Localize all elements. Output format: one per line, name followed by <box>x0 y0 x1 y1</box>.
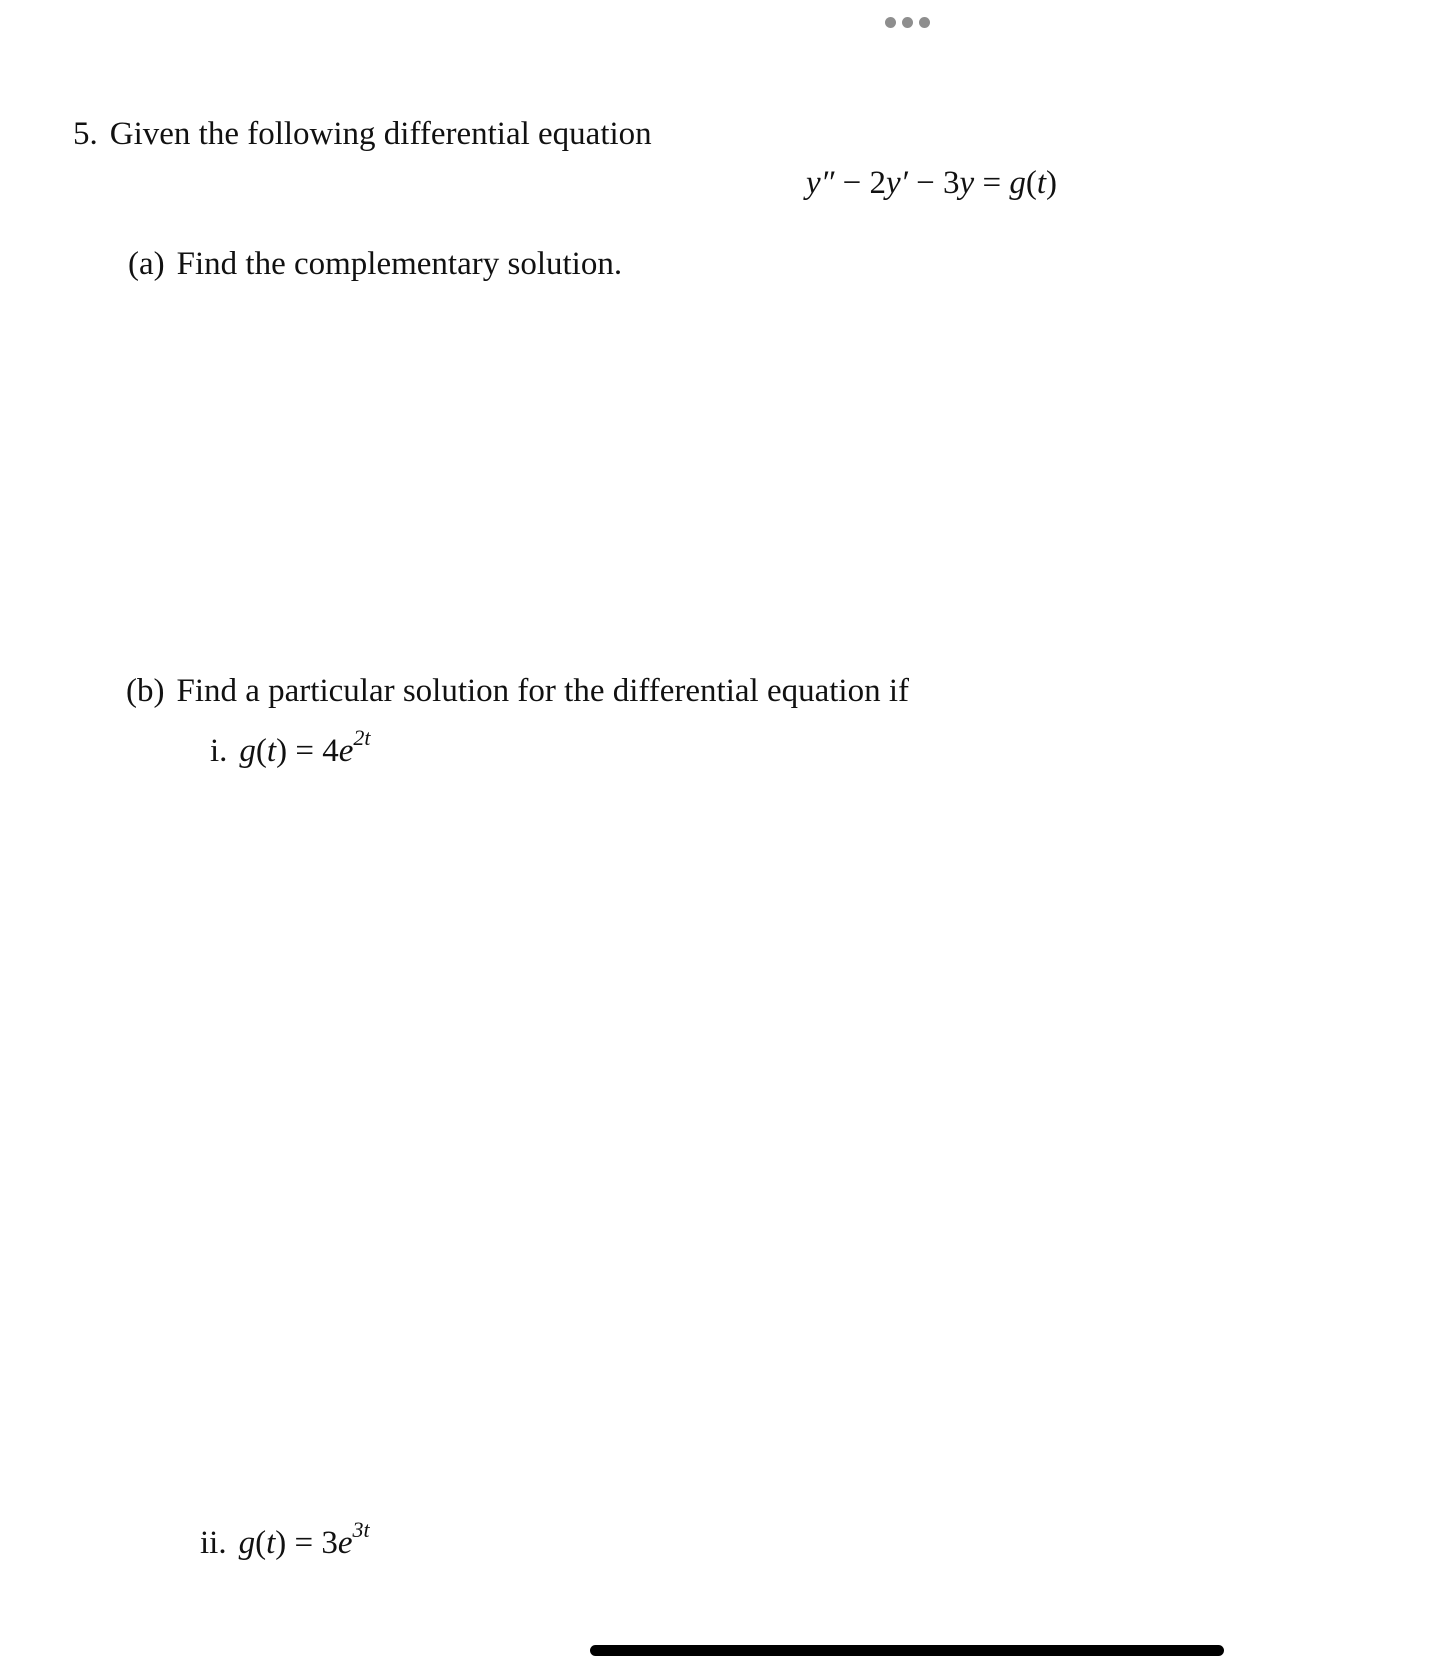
item-equals: = 3 <box>286 1525 338 1561</box>
item-paren: ) <box>276 733 288 769</box>
problem-number: 5. <box>73 116 98 152</box>
dot <box>885 17 896 28</box>
item-exponent: 3t <box>352 1517 370 1542</box>
main-equation <box>806 163 1057 203</box>
part-b <box>126 671 909 711</box>
eq-y-second: y″ <box>806 165 835 201</box>
eq-paren: ( <box>1025 165 1037 201</box>
item-equals: = 4 <box>287 733 339 769</box>
item-g: g <box>238 1525 256 1561</box>
problem-heading <box>73 114 652 154</box>
item-paren: ( <box>255 1525 267 1561</box>
item-e: e <box>338 733 354 769</box>
home-indicator[interactable] <box>590 1645 1224 1656</box>
item-e: e <box>337 1525 353 1561</box>
part-b-label: (b) <box>126 673 165 709</box>
eq-t: t <box>1036 165 1046 201</box>
eq-term: − 2 <box>834 165 887 201</box>
item-label: ii. <box>200 1525 227 1561</box>
part-a-label: (a) <box>128 246 165 282</box>
item-paren: ( <box>255 733 267 769</box>
eq-y-first: y′ <box>886 165 908 201</box>
eq-y: y <box>959 165 975 201</box>
part-b-item-i <box>210 725 371 771</box>
item-exponent: 2t <box>353 725 371 750</box>
item-label: i. <box>210 733 228 769</box>
item-t: t <box>266 733 277 769</box>
part-a-text: Find the complementary solution. <box>176 246 623 282</box>
part-b-text: Find a particular solution for the differential equation if <box>176 673 909 709</box>
item-g: g <box>239 733 256 769</box>
item-t: t <box>266 1525 276 1561</box>
problem-intro: Given the following differential equation <box>109 116 652 152</box>
eq-g: g <box>1009 165 1026 201</box>
item-paren: ) <box>275 1525 287 1561</box>
dot <box>919 17 930 28</box>
part-a <box>128 244 622 284</box>
dot <box>902 17 913 28</box>
part-b-item-ii <box>200 1517 370 1563</box>
eq-equals: = <box>974 165 1010 201</box>
eq-term: − 3 <box>907 165 960 201</box>
eq-paren: ) <box>1045 165 1057 201</box>
more-options-icon[interactable] <box>885 17 930 28</box>
